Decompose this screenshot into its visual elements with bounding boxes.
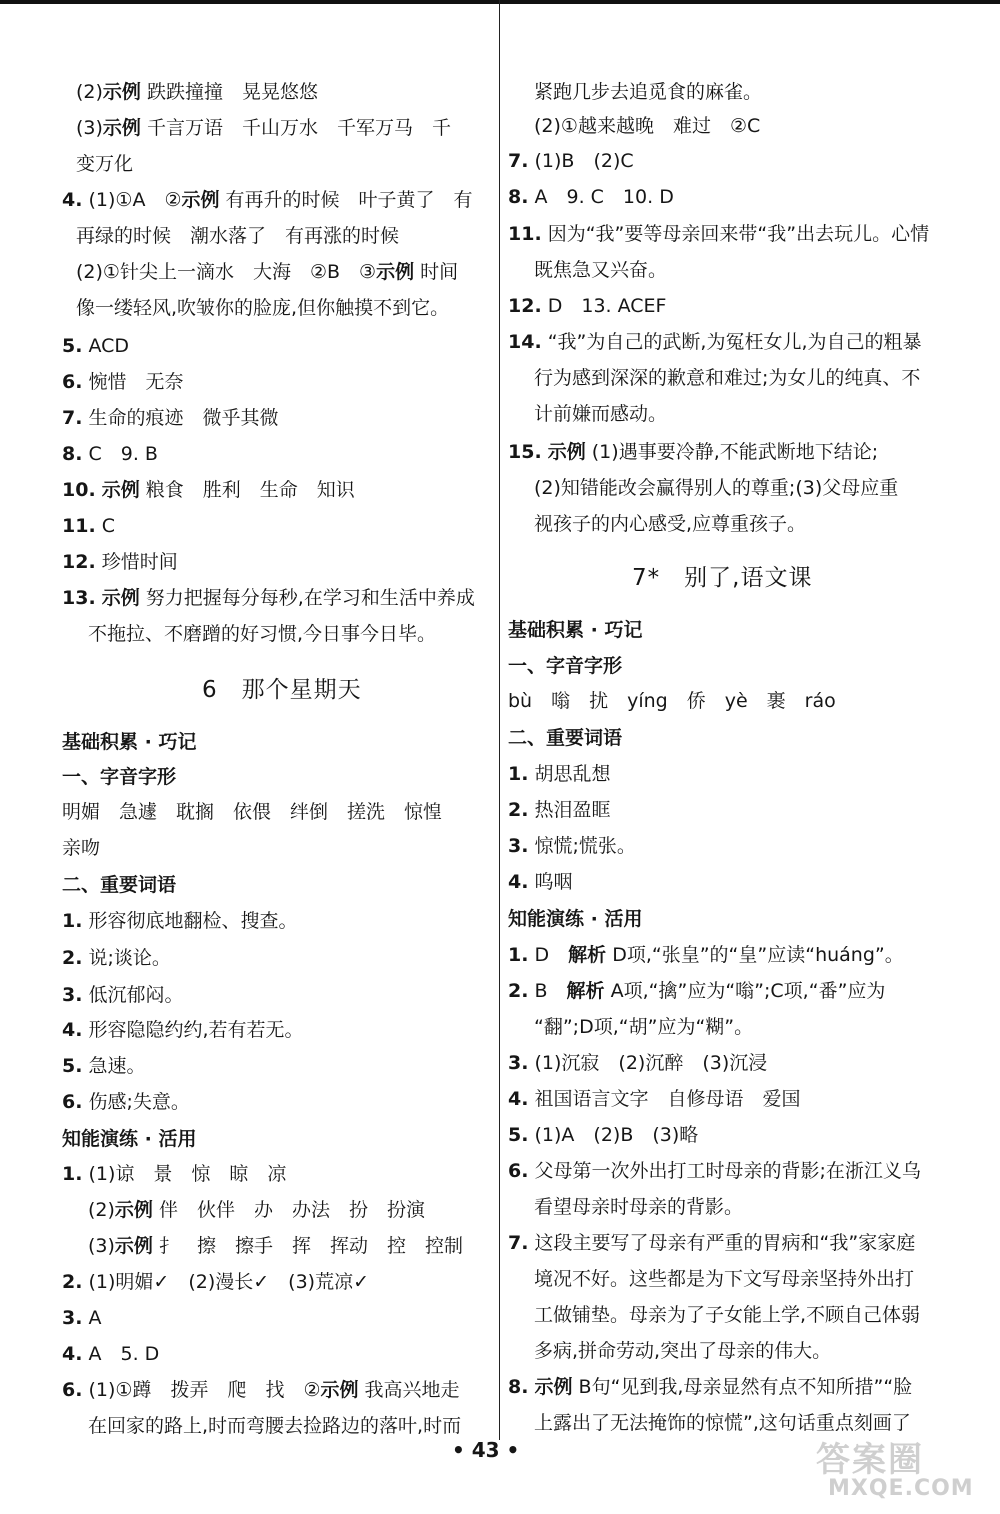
answer-line: 视孩子的内心感受,应尊重孩子。 [534, 513, 807, 535]
vocab-item: 2. 热泪盈眶 [508, 799, 611, 821]
practice-item-6: 6. (1)①蹲 拨弄 爬 找 ②示例 我高兴地走 [62, 1379, 460, 1401]
column-divider [499, 0, 500, 1440]
subheading: 知能演练 · 活用 [508, 908, 643, 930]
practice-item-5: 5. (1)A (2)B (3)略 [508, 1124, 699, 1146]
answer-line: “翻”;D项,“胡”应为“糊”。 [534, 1016, 754, 1038]
answer-item-12: 12. 珍惜时间 [62, 551, 178, 573]
subheading: 一、字音字形 [62, 766, 177, 788]
section-title-7: 7* 别了,语文课 [632, 565, 813, 591]
watermark-logo [810, 1432, 990, 1510]
answer-line: 行为感到深深的歉意和难过;为女儿的纯真、不 [534, 367, 921, 389]
subheading: 知能演练 · 活用 [62, 1128, 197, 1150]
practice-item-1: 1. D 解析 D项,“张皇”的“皇”应读“huáng”。 [508, 944, 904, 966]
vocab-item: 1. 胡思乱想 [508, 763, 611, 785]
practice-item-4: 4. 祖国语言文字 自修母语 爱国 [508, 1088, 801, 1110]
practice-item-1: 1. (1)谅 景 惊 晾 凉 [62, 1163, 287, 1185]
subheading: 基础积累 · 巧记 [508, 619, 643, 641]
answer-line: 紧跑几步去追觅食的麻雀。 [534, 81, 763, 103]
word-list: 明媚 急遽 耽搁 依偎 绊倒 搓洗 惊惶 [62, 801, 443, 823]
vocab-item: 2. 说;谈论。 [62, 947, 171, 969]
answer-item-10: 10. 示例 粮食 胜利 生命 知识 [62, 479, 355, 501]
practice-item-3: 3. A [62, 1307, 102, 1329]
answer-item-8: 8. C 9. B [62, 443, 158, 465]
answer-line: 看望母亲时母亲的背影。 [534, 1196, 744, 1218]
watermark-url: MXQE.COM [828, 1476, 974, 1501]
answer-line: 再绿的时候 潮水落了 有再涨的时候 [76, 225, 400, 247]
practice-item-4: 4. A 5. D [62, 1343, 160, 1365]
practice-item-7: 7. 这段主要写了母亲有严重的胃病和“我”家家庭 [508, 1232, 916, 1254]
answer-item-5: 5. ACD [62, 335, 130, 357]
subheading: 一、字音字形 [508, 655, 623, 677]
answer-item-14: 14. “我”为自己的武断,为冤枉女儿,为自己的粗暴 [508, 331, 922, 353]
practice-item-6: 6. 父母第一次外出打工时母亲的背影;在浙江义乌 [508, 1160, 921, 1182]
answer-item-13: 13. 示例 努力把握每分每秒,在学习和生活中养成 [62, 587, 475, 609]
practice-item-2: 2. (1)明媚✓ (2)漫长✓ (3)荒凉✓ [62, 1271, 370, 1293]
subheading: 基础积累 · 巧记 [62, 731, 197, 753]
answer-line: 多病,拼命劳动,突出了母亲的伟大。 [534, 1340, 832, 1362]
subheading: 二、重要词语 [508, 727, 623, 749]
answer-item-4: 4. (1)①A ②示例 有再升的时候 叶子黄了 有 [62, 189, 473, 211]
answer-line: 变万化 [76, 153, 134, 175]
answer-line: 像一缕轻风,吹皱你的脸庞,但你触摸不到它。 [76, 297, 450, 319]
practice-item-2: 2. B 解析 A项,“擒”应为“嗡”;C项,“番”应为 [508, 980, 886, 1002]
answer-line: 既焦急又兴奋。 [534, 259, 668, 281]
answer-line: (3)示例 扌 擦 擦手 挥 挥动 控 控制 [88, 1235, 463, 1257]
answer-item-11: 11. 因为“我”要等母亲回来带“我”出去玩儿。心情 [508, 223, 930, 245]
answer-line: 上露出了无法掩饰的惊慌”,这句话重点刻画了 [534, 1412, 911, 1434]
pinyin-list: bù 嗡 扰 yíng 侨 yè 裹 ráo [508, 690, 836, 712]
answer-item-12: 12. D 13. ACEF [508, 295, 667, 317]
answer-line: (2)示例 伴 伙伴 办 办法 扮 扮演 [88, 1199, 425, 1221]
watermark-text: 答案圈 [816, 1440, 924, 1480]
answer-line: (2)①越来越晚 难过 ②C [534, 115, 761, 137]
subheading: 二、重要词语 [62, 874, 177, 896]
vocab-item: 1. 形容彻底地翻检、搜查。 [62, 910, 298, 932]
answer-line: (2)①针尖上一滴水 大海 ②B ③示例 时间 [76, 261, 459, 283]
word-list: 亲吻 [62, 837, 101, 859]
answer-line: 在回家的路上,时而弯腰去捡路边的落叶,时而 [88, 1415, 462, 1437]
practice-item-8: 8. 示例 B句“见到我,母亲显然有点不知所措”“脸 [508, 1376, 913, 1398]
answer-item-7: 7. (1)B (2)C [508, 150, 634, 172]
page-number: • 43 • [452, 1438, 520, 1462]
answer-item-15: 15. 示例 (1)遇事要冷静,不能武断地下结论; [508, 441, 879, 463]
answer-line: (2)知错能改会赢得别人的尊重;(3)父母应重 [534, 477, 899, 499]
vocab-item: 3. 低沉郁闷。 [62, 984, 184, 1006]
vocab-item: 3. 惊慌;慌张。 [508, 835, 636, 857]
answer-line: 不拖拉、不磨蹭的好习惯,今日事今日毕。 [88, 623, 437, 645]
answer-line: (3)示例 千言万语 千山万水 千军万马 千 [76, 117, 451, 139]
answer-item-6: 6. 惋惜 无奈 [62, 371, 184, 393]
top-border [0, 0, 1000, 4]
vocab-item: 5. 急速。 [62, 1055, 146, 1077]
vocab-item: 4. 呜咽 [508, 871, 573, 893]
answer-item-8: 8. A 9. C 10. D [508, 186, 674, 208]
answer-line: (2)示例 跌跌撞撞 晃晃悠悠 [76, 81, 318, 103]
vocab-item: 4. 形容隐隐约约,若有若无。 [62, 1019, 304, 1041]
answer-line: 工做铺垫。母亲为了子女能上学,不顾自己体弱 [534, 1304, 921, 1326]
answer-line: 境况不好。这些都是为下文写母亲坚持外出打 [534, 1268, 915, 1290]
answer-item-7: 7. 生命的痕迹 微乎其微 [62, 407, 279, 429]
vocab-item: 6. 伤感;失意。 [62, 1091, 190, 1113]
section-title-6: 6 那个星期天 [202, 677, 362, 703]
practice-item-3: 3. (1)沉寂 (2)沉醉 (3)沉浸 [508, 1052, 768, 1074]
answer-line: 计前嫌而感动。 [534, 403, 668, 425]
answer-item-11: 11. C [62, 515, 115, 537]
